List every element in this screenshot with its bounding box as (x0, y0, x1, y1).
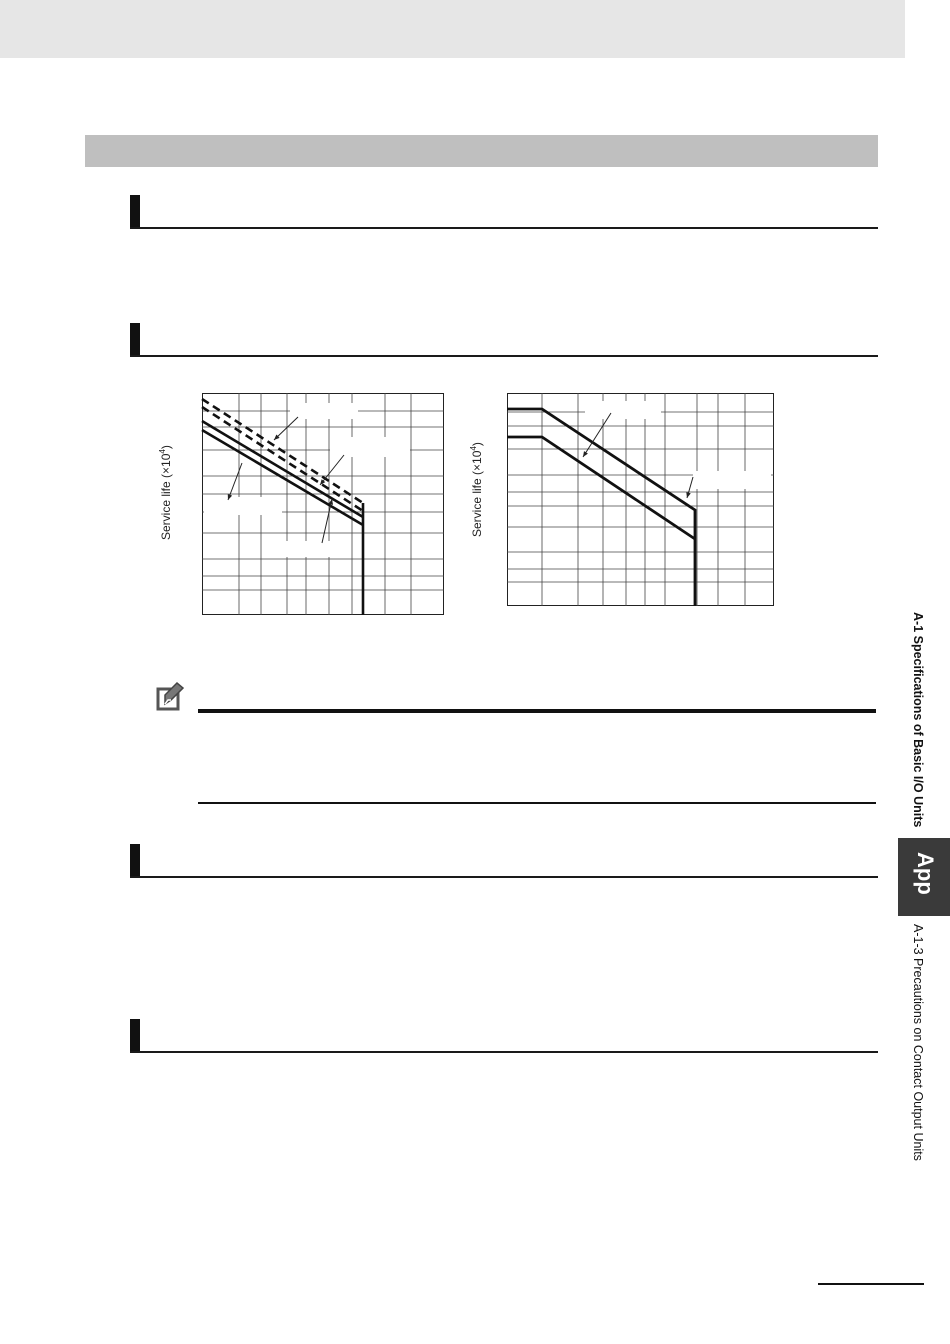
subsection-heading-2 (130, 323, 878, 357)
heading-marker (130, 844, 140, 876)
right-chart-ylabel: Service life $(\times 10^4)$ (469, 442, 484, 537)
page-number-rule (818, 1283, 924, 1285)
series-label-box (204, 497, 282, 515)
heading-marker (130, 195, 140, 227)
heading-marker (130, 323, 140, 355)
right-service-life-chart (507, 393, 774, 606)
subsection-heading-4 (130, 1019, 878, 1053)
precautions-pencil-icon (155, 680, 187, 712)
pointer-arrow (228, 463, 242, 500)
series-label-box (585, 401, 661, 419)
side-index-section: A-1 Specifications of Basic I/O Units (911, 612, 925, 828)
precautions-top-rule (198, 709, 876, 713)
series-label-box (284, 541, 330, 557)
pointer-arrowhead (686, 492, 690, 498)
series-line (507, 437, 695, 539)
series-line (507, 409, 695, 606)
left-service-life-chart (202, 393, 444, 615)
series-line (202, 407, 363, 511)
subsection-heading-3 (130, 844, 878, 878)
subsection-heading-1 (130, 195, 878, 229)
app-tab[interactable] (898, 838, 950, 916)
series-label-box (330, 437, 410, 457)
left-chart-svg (202, 393, 444, 615)
right-chart-svg (507, 393, 774, 606)
left-chart-ylabel: Service life $(\times 10^4)$ (158, 445, 173, 540)
section-title-bar (85, 135, 878, 167)
series-label-box (693, 471, 771, 489)
top-header-band (0, 0, 905, 58)
app-tab-label: App (913, 852, 938, 895)
side-index-subsection: A-1-3 Precautions on Contact Output Units (911, 924, 925, 1161)
pointer-arrow (320, 455, 344, 485)
precautions-bottom-rule (198, 802, 876, 804)
pointer-arrow (322, 499, 332, 543)
heading-marker (130, 1019, 140, 1051)
pointer-arrowhead (583, 451, 588, 457)
chart-frame (508, 394, 774, 606)
series-label-box (290, 403, 358, 419)
